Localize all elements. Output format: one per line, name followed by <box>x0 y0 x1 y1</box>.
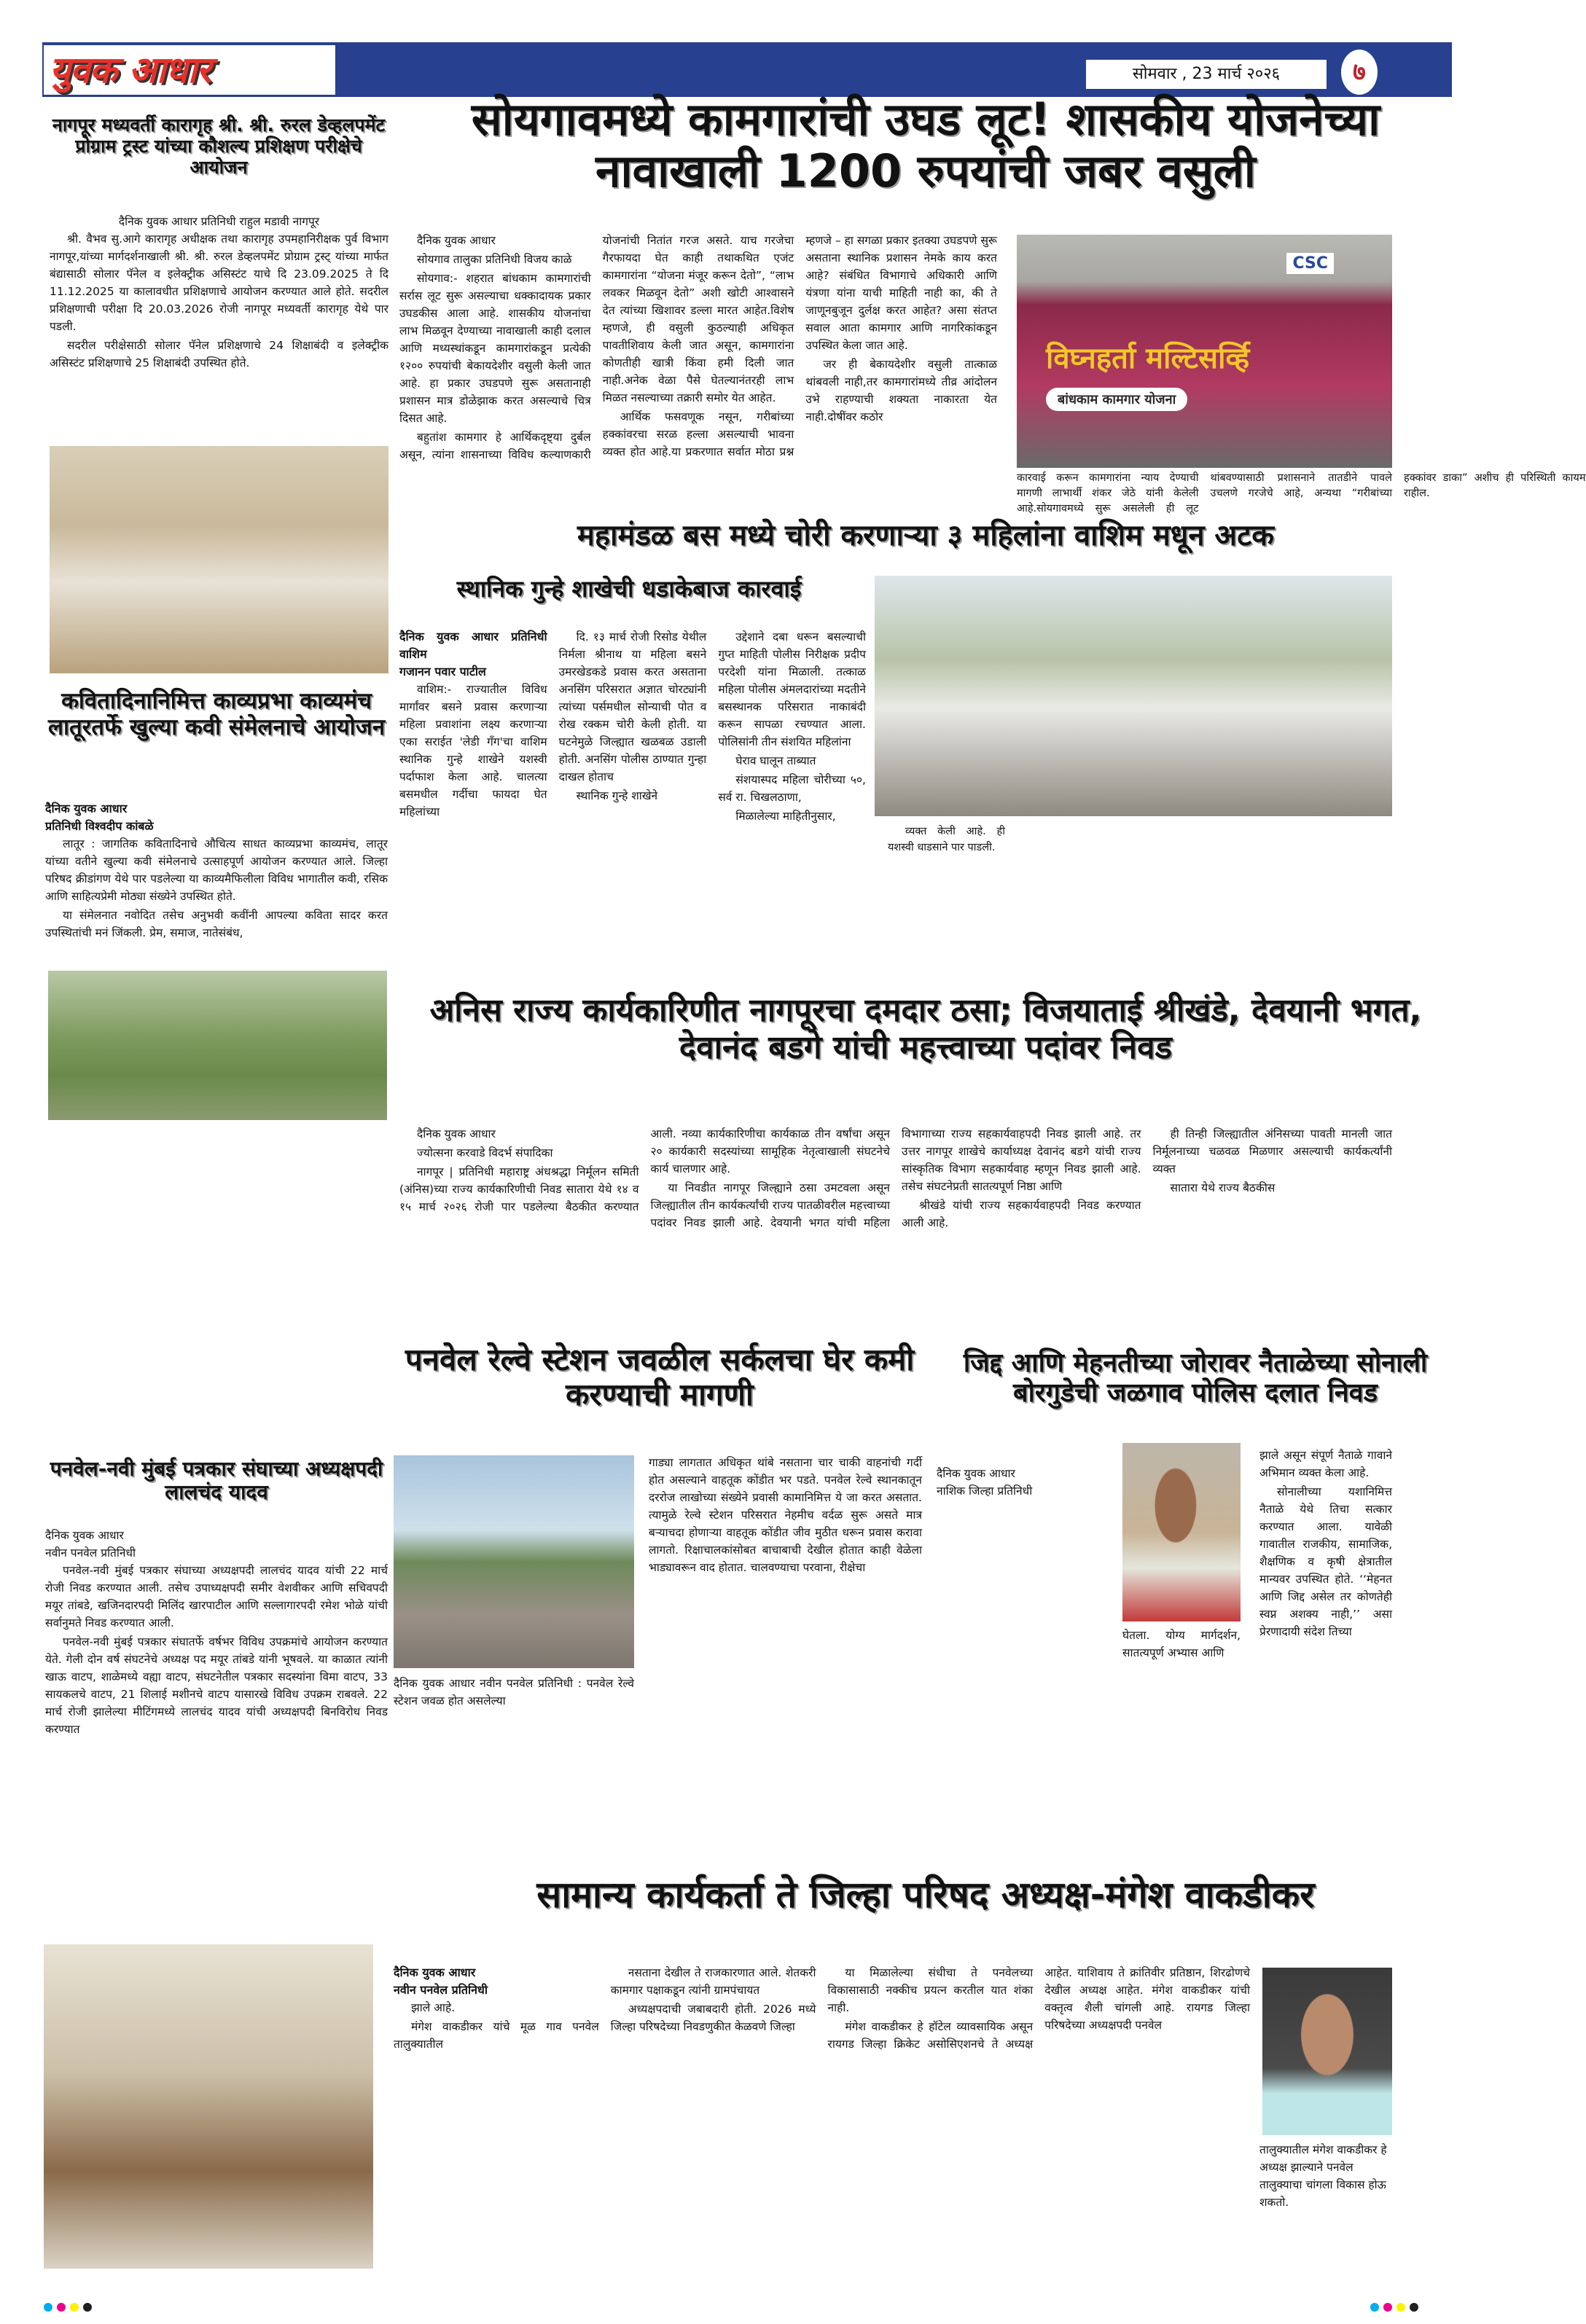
bus-headline: महामंडळ बस मध्ये चोरी करणाऱ्या ३ महिलांना वाशिम मधून अटक <box>577 519 1274 552</box>
bus-subheadline: स्थानिक गुन्हे शाखेची धडाकेबाज कारवाई <box>456 575 802 603</box>
print-registration-marks <box>44 2303 92 2313</box>
issue-date: सोमवार , 23 मार्च २०२६ <box>1086 60 1327 89</box>
csc-sign: CSC <box>1286 253 1334 274</box>
paragraph: घेतला. योग्य मार्गदर्शन, सातत्यपूर्ण अभ्यास आणि <box>1122 1629 1241 1660</box>
bus-reporter: गजानन पवार पाटील <box>399 665 486 678</box>
lead-headline: सोयगावमध्ये कामगारांची उघड लूट! शासकीय योजनेच्या नावाखाली 1200 रुपयांची जबर वसुली <box>471 93 1380 198</box>
magenta-dot <box>57 2303 66 2312</box>
mangesh-headline: सामान्य कार्यकर्ता ते जिल्हा परिषद अध्यक्ष-मंगेश वाकडीकर <box>536 1874 1315 1916</box>
paragraph: नसताना देखील ते राजकारणात आले. शेतकरी कामगार पक्षाकडून त्यांनी ग्रामपंचायत <box>610 1966 816 1998</box>
paragraph: या निवडीत नागपूर जिल्ह्याने ठसा उमटवला असून जिल्ह्यातील तीन कार्यकर्त्यांची राज्य पातळीवरील महत्त्वाच्या पदांवर निवड झाली आहे. देवयानी भगत यांची महिला विभागाच्या राज्य सहकार्यवाहपदी निवड झाली आहे. तर उत्तर नागपूर शाखेचे कार्याध्यक्ष देवानंद बडगे यांची राज्य सांस्कृतिक विभाग सहकार्यवाह म्हणून निवड झाली आहे. तसेच संघटनेप्रती सातत्यपूर्ण निष्ठा आणि <box>650 1127 1141 1230</box>
panvel-station-photo <box>394 1455 634 1668</box>
patrakar-headline: पनवेल-नवी मुंबई पत्रकार संघाच्या अध्यक्षपदी लालचंद यादव <box>50 1457 383 1505</box>
sonali-photo <box>1122 1443 1241 1621</box>
paragraph: पनवेल-नवी मुंबई पत्रकार संघातर्फे वर्षभर विविध उपक्रमांचे आयोजन करण्यात येते. गेली दोन वर्ष संघटनेचे अध्यक्ष पद मयूर तांबडे यांनी भूषवले. या काळात त्यांनी खाऊ वाटप, शाळेमध्ये वह्या वाटप, संघटनेतील पत्रकार सदस्यांना विमा वाटप, 33 सायकलचे वाटप, 21 शिलाई मशीनचे वाटप यासारखे विविध उपक्रम राबवले. 22 मार्च रोजी झालेल्या मीटिंगमध्ये लालचंद यादव यांची अध्यक्षपदी बिनविरोध निवड करण्यात <box>45 1635 388 1737</box>
poetry-byline: दैनिक युवक आधार <box>45 802 128 815</box>
sonali-article-mid <box>1122 1627 1241 1858</box>
paragraph: सदरील परीक्षेसाठी सोलार पॅनेल प्रशिक्षणाचे 24 शिक्षाबंदी व इलेक्ट्रीक असिस्टंट प्रशिक्षणाचे 25 शिक्षाबंदी उपस्थित होते. <box>50 339 388 370</box>
jail-training-photo <box>50 446 388 673</box>
panvel-station-article <box>649 1454 922 1858</box>
paragraph: सोयगाव:- शहरात बांधकाम कामगारांची सर्रास लूट सुरू असल्याचा धक्कादायक प्रकार उघडकीस आला आहे. शासकीय योजनांचा लाभ मिळवून देण्याच्या नावाखाली काही दलाल आणि मध्यस्थांकडून कामगारांकडून प्रत्येकी १२०० रुपयांची बेकायदेशीर वसुली केली जात आहे. हा प्रकार उघडपणे सुरू असतानाही प्रशासन मात्र डोळेझाक करत असल्याचे चित्र दिसत आहे. <box>399 272 591 426</box>
paragraph: दि. १३ मार्च रोजी रिसोड येथील निर्मला श्रीनाथ या महिला बसने उमरखेडकडे प्रवास करत असताना अनसिंग परिसरात अज्ञात चोरट्यांनी त्यांच्या पर्समधील सोन्याची पोत व रोख रक्कम चोरी केली होती. या घटनेमुळे जिल्ह्यात खळबळ उडाली होती. अनसिंग पोलीस ठाण्यात गुन्हा दाखल होताच <box>558 630 707 784</box>
paragraph: या मिळालेल्या संधीचा ते पनवेलच्या विकासासाठी नक्कीच प्रयत्न करतील यात शंका नाही. <box>827 1966 1034 2015</box>
bus-police-photo <box>875 576 1392 816</box>
bus-article <box>399 628 866 978</box>
paragraph: अध्यक्षपदाची जबाबदारी होती. 2026 मध्ये जिल्हा परिषदेच्या निवडणुकीत केळवणे जिल्हा <box>610 2003 816 2034</box>
paragraph: गाड्या लागतात अधिकृत थांबे नसताना चार चाकी वाहनांची गर्दी होत असल्याने वाहतूक कोंडीत भर पडते. पनवेल रेल्वे स्थानकातून दररोज लाखोच्या संख्येने प्रवासी कामानिमित्त ये जा करत असतात. त्यामुळे रेल्वे स्टेशन परिसरात नेहमीच वर्दळ सुरू असते मात्र बऱ्याचदा होणाऱ्या वाहतूक कोंडीत जीव मुठीत धरून प्रवास करावा लागतो. रिक्षाचालकांसोबत बाचाबाची देखील होतात काही वेळेला भाड्यावरून वाद होतात. चालवण्याचा परवाना, रीक्षेचा <box>649 1456 922 1575</box>
paragraph: जर ही बेकायदेशीर वसुली तात्काळ थांबवली नाही,तर कामगारांमध्ये तीव्र आंदोलन उभे राहण्याची शक्यता नाकारता येत नाही.दोषींवर कठोर <box>805 358 997 424</box>
anis-article <box>399 1125 1392 1328</box>
anis-headline: अनिस राज्य कार्यकारिणीत नागपूरचा दमदार ठसा; विजयाताई श्रीखंडे, देवयानी भगत, देवानंद बडगे यांची महत्त्वाच्या पदांवर निवड <box>429 992 1422 1066</box>
black-dot <box>83 2303 92 2312</box>
panvel-station-headline: पनवेल रेल्वे स्टेशन जवळील सर्कलचा घेर कमी करण्याची मागणी <box>405 1342 915 1413</box>
soyegaon-byline: दैनिक युवक आधार <box>417 234 496 247</box>
yellow-dot <box>1396 2303 1405 2312</box>
shop-sign-subtext: बांधकाम कामगार योजना <box>1046 388 1187 411</box>
poetry-event-photo <box>48 971 387 1120</box>
paragraph: झाले असून संपूर्ण नैताळे गावाने अभिमान व्यक्त केला आहे. <box>1259 1449 1392 1480</box>
jail-byline: दैनिक युवक आधार प्रतिनिधी राहुल मडावी नागपूर <box>118 215 320 228</box>
paragraph: या संमेलनात नवोदित तसेच अनुभवी कवींनी आपल्या कविता सादर करत उपस्थितांची मनं जिंकली. प्रेम, समाज, नातेसंबंध, <box>45 909 388 940</box>
paragraph: मिळालेल्या माहितीनुसार, <box>735 810 836 823</box>
anis-reporter: ज्योत्सना करवाडे विदर्भ संपादिका <box>417 1146 553 1160</box>
paragraph: श्रीखंडे यांची राज्य सहकार्यवाहपदी निवड करण्यात आली आहे. <box>902 1199 1141 1230</box>
magenta-dot <box>1383 2303 1392 2312</box>
cyan-dot <box>1370 2303 1379 2312</box>
paragraph: मंगेश वाकडीकर यांचे मूळ गाव पनवेल तालुक्यातील <box>394 2020 599 2051</box>
paragraph: मंगेश वाकडीकर हे हॉटेल व्यावसायिक असून रायगड जिल्हा क्रिकेट असोसिएशनचे ते अध्यक्ष आहेत. याशिवाय ते क्रांतिवीर प्रतिष्ठान, शिरढोणचे देखील अध्यक्ष आहेत. मंगेश वाकडीकर यांची वक्तृत्व शैली चांगली आहे. रायगड जिल्हा परिषदेच्या अध्यक्षपदी पनवेल <box>827 1966 1250 2051</box>
paragraph: सातारा येथे राज्य बैठकीस <box>1170 1181 1276 1195</box>
shop-sign-text: विघ्नहर्ता मल्टिसर्व्हि <box>1046 342 1250 375</box>
soyegaon-reporter: सोयगाव तालुका प्रतिनिधी विजय काळे <box>417 253 572 267</box>
mangesh-felicitation-photo <box>44 1944 373 2269</box>
poetry-headline: कवितादिनानिमित्त काव्यप्रभा काव्यमंच लातूरतर्फे खुल्या कवी संमेलनाचे आयोजन <box>47 688 386 740</box>
sonali-headline: जिद्द आणि मेहनतीच्या जोरावर नैताळेच्या सोनाली बोरगुडेची जळगाव पोलिस दलात निवड <box>963 1348 1428 1409</box>
yellow-dot <box>70 2303 79 2312</box>
paragraph: स्थानिक गुन्हे शाखेने <box>576 789 658 803</box>
panvel-station-caption: दैनिक युवक आधार नवीन पनवेल प्रतिनिधी : पनवेल रेल्वे स्टेशन जवळ होत असलेल्या <box>394 1677 634 1708</box>
logo-text: युवक आधार <box>50 49 211 91</box>
mangesh-reporter: नवीन पनवेल प्रतिनिधी <box>394 1983 488 1997</box>
mangesh-byline: दैनिक युवक आधार <box>394 1965 476 1979</box>
soyegaon-article <box>399 232 997 503</box>
soyegaon-article-end <box>1017 471 1586 517</box>
jail-headline: नागपूर मध्यवर्ती कारागृह श्री. श्री. रुरल डेव्हलपमेंट प्रोग्राम ट्रस्ट यांच्या कौशल्य प्रशिक्षण परीक्षेचे आयोजन <box>52 114 386 178</box>
paragraph: सोनालीच्या यशानिमित्त नैताळे येथे तिचा सत्कार करण्यात आला. यावेळी गावातील राजकीय, सामाजिक, शैक्षणिक व कृषी क्षेत्रातील मान्यवर उपस्थित होते. ‘‘मेहनत आणि जिद्द असेल तर कोणतेही स्वप्न अशक्य नाही,’’ असा प्रेरणादायी संदेश तिच्या <box>1259 1485 1392 1639</box>
cyan-dot <box>44 2303 52 2312</box>
mangesh-caption: तालुक्यातील मंगेश वाकडीकर हे अध्यक्ष झाल्याने पनवेल तालुक्याचा चांगला विकास होऊ शकतो. <box>1259 2143 1387 2210</box>
paragraph: घेराव घालून ताब्यात <box>735 754 816 768</box>
sonali-article <box>937 1465 1119 1858</box>
paragraph: कारवाई करून कामगारांना न्याय देण्याची मागणी लाभार्थी शंकर जेठे यांनी केलेली आहे.सोयगावमध्ये सुरू असलेली ही लूट थांबवण्यासाठी प्रशासनाने तातडीने पावले उचलणे गरजेचे आहे, अन्यथा “गरीबांच्या हक्कांवर डाका” अशीच ही परिस्थिती कायम राहील. <box>1017 472 1586 515</box>
paragraph: उद्देशाने दबा धरून बसल्याची गुप्त माहिती पोलीस निरीक्षक प्रदीप परदेशी यांना मिळाली. तत्काळ महिला पोलीस अंमलदारांच्या मदतीने बसस्थानक परिसरात नाकाबंदी करून सापळा रचण्यात आला. पोलिसांनी तीन संशयित महिलांना <box>718 630 866 749</box>
sonali-article-right <box>1259 1447 1392 1858</box>
paragraph: वाशिम:- राज्यातील विविध मार्गांवर बसने प्रवास करणाऱ्या महिला प्रवाशांना लक्ष्य करणाऱ्या एका सराईत 'लेडी गँग'चा वाशिम स्थानिक गुन्हे शाखेने यशस्वी पर्दाफाश केला आहे. चालत्या बसमधील गर्दीचा फायदा घेत महिलांच्या <box>399 683 547 819</box>
paragraph: नागपूर | प्रतिनिधी महाराष्ट्र अंधश्रद्धा निर्मूलन समिती (अंनिस)च्या राज्य कार्यकारिणीची निवड सातारा येथे १४ व १५ मार्च २०२६ रोजी पार पडलेल्या बैठकीत करण्यात आली. नव्या कार्यकारिणीचा कार्यकाळ तीन वर्षांचा असून २० कार्यकारी सदस्यांच्या सामूहिक नेतृत्वाखाली संघटनेचे कार्य चालणार आहे. <box>399 1127 890 1214</box>
page-number: ७ <box>1341 50 1378 95</box>
patrakar-reporter: नवीन पनवेल प्रतिनिधी <box>45 1546 136 1560</box>
mangesh-portrait <box>1262 1968 1392 2135</box>
bus-article-end <box>888 823 1392 980</box>
paragraph: पनवेल-नवी मुंबई पत्रकार संघाच्या अध्यक्षपदी लालचंद यादव यांची 22 मार्च रोजी निवड करण्यात आली. तसेच उपाध्यक्षपदी समीर वेशवीकर आणि सचिवपदी मयूर तांबडे, खजिनदारपदी मिलिंद खारपाटील आणि सल्लागारपदी रमेश भोळे यांची सर्वानुमते निवड करण्यात आली. <box>45 1564 388 1630</box>
poetry-reporter: प्रतिनिधी विश्वदीप कांबळे <box>45 819 154 833</box>
patrakar-byline: दैनिक युवक आधार <box>45 1529 124 1542</box>
paragraph: बहुतांश कामगार हे आर्थिकदृष्ट्या दुर्बल असून, त्यांना शासनाच्या विविध कल्याणकारी योजनांची नितांत गरज असते. याच गरजेचा गैरफायदा घेत काही तथाकथित एजंट कामगारांना “योजना मंजूर करून देतो”, “लाभ लवकर मिळवून देतो” अशी खोटी आश्वासने देत त्यांच्या खिशावर डल्ला मारत आहेत.विशेष म्हणजे, ही वसुली कुठल्याही अधिकृत पावतीशिवाय केली जात असून, कामगारांना कोणतीही खात्री किंवा हमी दिली जात नाही.अनेक वेळा पैसे घेतल्यानंतरही लाभ मिळत नसल्याच्या तक्रारी समोर येत आहेत. <box>399 234 794 462</box>
poetry-article <box>45 800 388 965</box>
print-registration-marks-right <box>1370 2303 1418 2313</box>
patrakar-article <box>45 1527 388 1924</box>
jail-article <box>50 213 388 442</box>
paragraph: लातूर : जागतिक कवितादिनाचे औचित्य साधत काव्यप्रभा काव्यमंच, लातूर यांच्या वतीने खुल्या कवी संमेलनाचे उत्साहपूर्ण आयोजन करण्यात आले. जिल्हा परिषद क्रीडांगण येथे पार पडलेल्या या काव्यमैफिलीला विविध भागातील कवी, रसिक आणि साहित्यप्रेमी मोठ्या संख्येने उपस्थित होते. <box>45 837 388 904</box>
soyegaon-shop-photo <box>1017 235 1392 468</box>
black-dot <box>1410 2303 1418 2312</box>
newspaper-logo <box>44 45 335 95</box>
paragraph: व्यक्त केली आहे. ही यशस्वी धाडसाने पार पाडली. <box>888 826 1005 854</box>
bus-byline: दैनिक युवक आधार प्रतिनिधी वाशिम <box>399 630 547 661</box>
paragraph: झाले आहे. <box>411 2001 456 2014</box>
paragraph: संशयास्पद महिला चोरीच्या ५०, सर्व रा. चिखलठाणा, <box>718 773 866 805</box>
paragraph: ही तिन्ही जिल्ह्यातील अंनिसच्या पावती मानली जात निर्मूलनाच्या चळवळ मिळणार असल्याची कार्यकर्त्यांनी व्यक्त <box>1152 1127 1392 1176</box>
sonali-reporter: नाशिक जिल्हा प्रतिनिधी <box>937 1484 1033 1498</box>
paragraph: आर्थिक फसवणूक नसून, गरीबांच्या हक्कांवरचा सरळ हल्ला असल्याची भावना व्यक्त होत आहे.या प्रकरणात सर्वात मोठा प्रश्न म्हणजे – हा सगळा प्रकार इतक्या उघडपणे सुरू असताना स्थानिक प्रशासन नेमके काय करत आहे? संबंधित विभागाचे अधिकारी आणि यंत्रणा यांना याची माहिती नाही का, की ते जाणूनबुजून दुर्लक्ष करत आहेत? असा संतप्त सवाल आता कामगार आणि नागरिकांकडून उपस्थित केला जात आहे. <box>602 234 997 459</box>
mangesh-article <box>394 1964 1250 2270</box>
paragraph: श्री. वैभव सु.आगे कारागृह अधीक्षक तथा कारागृह उपमहानिरीक्षक पुर्व विभाग नागपूर,यांच्या मार्गदर्शनाखाली श्री. श्री. रुरल डेव्हलपमेंट प्रोग्राम ट्रस्ट् यांच्या मार्फत बंद्यासाठी सोलार पॅनेल व इलेक्ट्रीक असिस्टंट याचे दि 23.09.2025 ते दि 11.12.2025 या कालावधीत प्रशिक्षणाचे आयोजन करण्यात आले होते. सदरील प्रशिक्षणाची परीक्षा दि 20.03.2026 रोजी नागपूर मध्यवर्ती कारागृह येथे पार पडली. <box>50 232 388 334</box>
sonali-byline: दैनिक युवक आधार <box>937 1467 1015 1480</box>
anis-byline: दैनिक युवक आधार <box>417 1127 496 1141</box>
